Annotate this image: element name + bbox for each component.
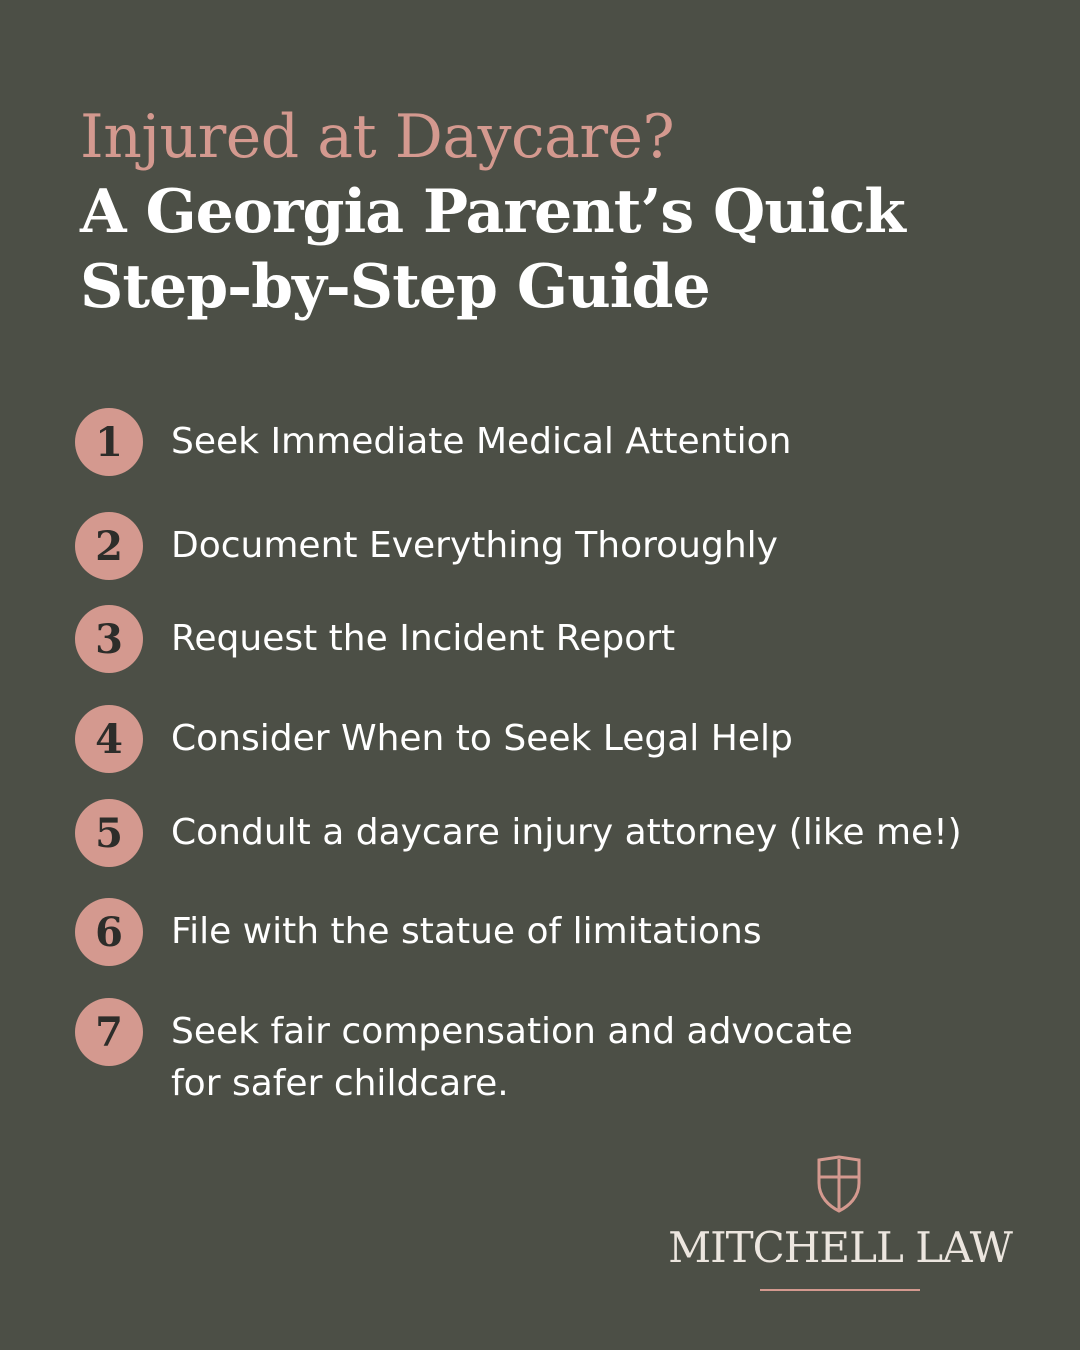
- step-label: Consider When to Seek Legal Help: [171, 718, 793, 759]
- step-item-1: [75, 408, 1025, 476]
- step-number-badge: 5: [75, 799, 143, 867]
- shield-icon: [815, 1155, 863, 1213]
- step-number-badge: 4: [75, 705, 143, 773]
- step-item-2: [75, 512, 1025, 580]
- step-label: [171, 998, 853, 1110]
- step-item-7: [75, 998, 1025, 1110]
- step-number-badge: 3: [75, 605, 143, 673]
- title-block: [80, 100, 1040, 325]
- step-label-line-2: for safer childcare.: [171, 1063, 509, 1104]
- step-item-6: [75, 898, 1025, 966]
- step-label: Condult a daycare injury attorney (like me!): [171, 812, 962, 853]
- step-label: File with the statue of limitations: [171, 911, 762, 952]
- step-label: Document Everything Thoroughly: [171, 525, 778, 566]
- step-item-4: [75, 705, 1025, 773]
- step-item-5: [75, 799, 1025, 867]
- brand-underline: [760, 1289, 920, 1291]
- brand-name: MITCHELL LAW: [668, 1223, 1012, 1272]
- step-item-3: [75, 605, 1025, 673]
- step-number-badge: 6: [75, 898, 143, 966]
- step-number-badge: 1: [75, 408, 143, 476]
- title-line-1: A Georgia Parent’s Quick: [80, 177, 905, 247]
- step-number-badge: 2: [75, 512, 143, 580]
- title-line-2: Step-by-Step Guide: [80, 252, 710, 322]
- step-label: Seek Immediate Medical Attention: [171, 421, 792, 462]
- step-label: Request the Incident Report: [171, 618, 676, 659]
- step-number-badge: 7: [75, 998, 143, 1066]
- subtitle: Injured at Daycare?: [80, 102, 675, 172]
- brand-logo: [660, 1155, 1020, 1295]
- step-label-line-1: Seek fair compensation and advocate: [171, 1011, 853, 1052]
